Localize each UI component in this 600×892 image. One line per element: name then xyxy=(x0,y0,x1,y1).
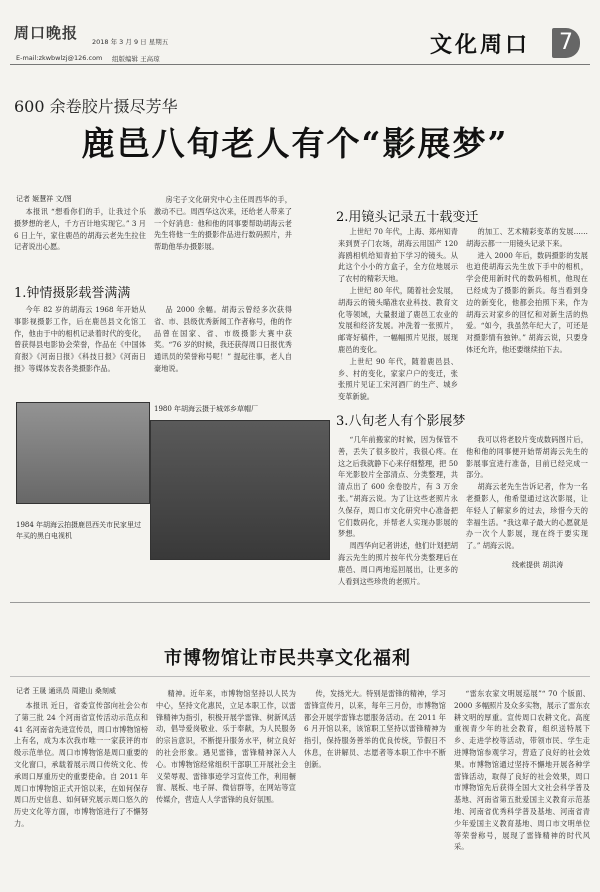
story1-intro xyxy=(14,206,146,276)
story1-col4-lower xyxy=(466,434,588,551)
story1-subhead-3: 3.八旬老人有个影展梦 xyxy=(336,414,466,429)
story2-col1 xyxy=(14,700,148,882)
masthead-rule xyxy=(10,64,590,65)
col3-paragraph-1: 上世纪 70 年代，上海、郑州知青来到贾子门农场，胡海云用国产 120 海鸥相机给知青拍下学习的镜头。从此这个小小的方盒子，全方位地展示了农村的精彩天地。 xyxy=(338,227,458,284)
story1-col3-body xyxy=(338,226,458,402)
story1-col4-body xyxy=(466,226,588,398)
photo-straw-hat-factory xyxy=(16,402,150,504)
story2-col4 xyxy=(454,688,590,882)
contact-email: E-mail:zkwbwlzj@126.com xyxy=(16,54,103,62)
page-number-badge: 7 xyxy=(552,28,580,58)
col2-paragraph-2: 品 2000 余幅。胡海云曾经多次获得省、市、县级优秀新闻工作者称号，他的作品曾在国家、省、市级摄影大赛中获奖。“76 岁的时候，我还获得周口日报优秀通讯员的荣誉称号呢！” 提起往事，老人自豪地说。 xyxy=(154,305,292,373)
col2-paragraph-1: 房宅子文化研究中心主任周西华的手，激动不已。周西华这次来，还给老人带来了一个好消息：他和他的同事要帮助胡海云老先生将他一生的摄影作品进行数码照片，并帮助他举办摄影展。 xyxy=(154,195,292,252)
story2-paragraph-4: “雷东农家文明展巡展”“ 70 个版面、2000 多幅照片及众多实物，展示了雷东农耕文明的厚重。宣传周口农耕文化。高度重视青少年的社会教育，组织送特展下乡、走进学校等活动，带领市民、学生走进博物馆参观学习，营造了良好的社会效果。市博物馆通过坚持不懈地开展各种学雷锋活动，取得了良好的社会效果，周口市博物馆先后获得全国大文社会科学普及基地、河南省第五批爱国主义教育示范基地、河南省优秀科学普及基地、河南省青少年爱国主义教育基地、周口市文明单位等荣誉称号，展现了雷锋精神的时代风采。 xyxy=(454,689,590,852)
story1-headline: 鹿邑八旬老人有个“影展梦” xyxy=(81,124,509,163)
story2-paragraph-3: 传，发扬光大。特别是雷锋的精神，学习雷锋宣传月，以来，每年三月份，市博物馆都会开展学雷锋志愿服务活动。在 2011 年 6 月开馆以来，该馆职工坚持以雷锋精神为指引，保持服务善举的优良传统，节假日不休息，在讲解员、志愿者等本职工作中不断创新。 xyxy=(304,689,446,769)
col3-paragraph-4: “几年前搬家的时候，因为保管不善，丢失了很多胶片，我很心疼。在这之后我就静下心来仔细整理，把 50 年光影胶片全部清点、分类整理，共清点出了 600 余卷胶片，有 3 万余张。”胡海云说。为了让这些老照片永久保存，周口市文化研究中心准备把它们数码化，并帮老人实现办影展的梦想。 xyxy=(338,435,458,539)
caption-photo-2: 1984 年胡海云拍摄鹿邑西关市民家里过年买的黑白电视机 xyxy=(16,521,142,540)
col3-paragraph-2: 上世纪 80 年代，随着社会发展，胡海云的镜头瞄准农业科技、教育文化等领域，大量报道了鹿邑工农业的发展和经济发展。冲洗着一张照片，邮寄好稿件，一幅幅照片见报，展现鹿邑的变化。 xyxy=(338,285,458,354)
photo-tv-household xyxy=(150,420,330,560)
caption-photo-1: 1980 年胡海云摄于城郊乡草帽厂 xyxy=(154,405,259,413)
story1-col2-body xyxy=(154,304,292,374)
story1-byline: 记者 姬慧祥 文/图 xyxy=(16,195,72,203)
intro-paragraph: 本报讯 “想看你们的手，让我过个乐摄梦想的老人，千方百计地实现它。” 3 月 6 日上午，家住鹿邑的胡海云老先生拉住记者说出心愿。 xyxy=(14,207,146,252)
story2-col2 xyxy=(156,688,296,882)
col4-paragraph-2: 进入 2000 年后，数码摄影的发展也迫使胡海云先生放下手中的相机，学会使用新时代的数码相机，他现在已经成为了摄影的新兵。每当看到身边的新变化，他都会拍照下来，作为胡海云对家乡的回忆和对新生活的热爱。“如今，我虽然年纪大了，可还是对摄影情有独钟。” 胡海云说，只要身体还允许，他还要继续拍下去。 xyxy=(466,250,588,354)
section-divider xyxy=(10,602,590,603)
story1-col1-body xyxy=(14,304,146,400)
story2-col3 xyxy=(304,688,446,882)
col3-paragraph-5: 周西华向记者讲述，他们计划把胡海云先生的照片按年代分类整理后在鹿邑、周口两地巡回展出，让更多的人看到这些珍贵的老照片。 xyxy=(338,541,458,586)
col1-paragraph: 今年 82 岁的胡海云 1968 年开始从事影视摄影工作，后在鹿邑县文化馆工作，他由于中的相机记录着时代的变化，曾获得县电影协会荣誉，作品在《中国体育报》《河南日报》《科技日报》《河南日报》等媒体发表各类摄影作品。 xyxy=(14,305,146,373)
story2-paragraph-1: 本报讯 近日，省委宣传部向社会公布了第三批 24 个河南省宣传活动示范点和 41 名河南省先进宣传员，周口市博物馆榜上有名，成为本次我市唯一一家获评的市级示范单位。周口市博物馆是周口重要的文化窗口，承载着展示周口传统文化、传承周口厚重历史的重要使命。自 2011 年周口市博物馆正式开馆以来，在如何保存周口历史信息、如何研究展示周口悠久的历史文化等方面，市博物馆进行了不懈努力。 xyxy=(14,701,148,828)
col4-paragraph-1: 的加工、艺术精彩变革的发展……胡海云都一一用镜头记录下来。 xyxy=(466,227,588,248)
photo-credit: 线索提供 胡洪涛 xyxy=(512,561,564,569)
story2-byline: 记者 王晟 通讯员 周建山 桑刻威 xyxy=(16,687,116,695)
col4-paragraph-4: 胡海云老先生告诉记者，作为一名老摄影人，他希望通过这次影展，让年轻人了解家乡的过去，珍惜今天的幸福生活。“我这辈子最大的心愿就是办一次个人影展，现在终于要实现了。” 胡海云说。 xyxy=(466,482,588,551)
col3-paragraph-3: 上世纪 90 年代，随着鹿邑县、乡、村的变化，家家户户的变迁，张张照片见证工宋河酒厂的生产、城乡变革新貌。 xyxy=(338,356,458,402)
story1-subhead-2: 2.用镜头记录五十载变迁 xyxy=(336,210,479,225)
section-title: 文化周口 xyxy=(430,32,531,58)
newspaper-logo: 周口晚报 xyxy=(14,24,79,42)
story1-kicker: 600 余卷胶片摄尽芳华 xyxy=(14,97,178,116)
issue-date: 2018 年 3 月 9 日 星期五 xyxy=(92,38,169,46)
story2-rule xyxy=(10,676,590,677)
col4-paragraph-3: 我可以将老胶片变成数码图片后，他和他的同事便开始帮胡海云先生的影展事宜进行准备，目前已经完成一部分。 xyxy=(466,435,588,480)
story1-subhead-1: 1.钟情摄影载誉满满 xyxy=(14,286,131,301)
story2-paragraph-2: 精神。近年来，市博物馆坚持以人民为中心，坚持文化惠民，立足本职工作，以雷锋精神为指引，积极开展学雷锋、树新风活动，倡导爱岗敬业、乐于奉献，为人民服务的宗旨意识，不断提升服务水平，树立良好的社会形象。遇见雷锋，雷锋精神深入人心。市博物馆经常组织干部职工开展社会主义荣辱观、雷锋事迹学习宣传工作，利用橱窗、展板、电子屏、微信群等，在网站等宣传媒介，营造人人学雷锋的良好氛围。 xyxy=(156,689,296,805)
story2-headline: 市博物馆让市民共享文化福利 xyxy=(164,648,411,669)
layout-editor: 组版编辑 王高琼 xyxy=(112,55,160,63)
story1-col3-lower xyxy=(338,434,458,586)
story1-col2-top xyxy=(154,194,292,254)
